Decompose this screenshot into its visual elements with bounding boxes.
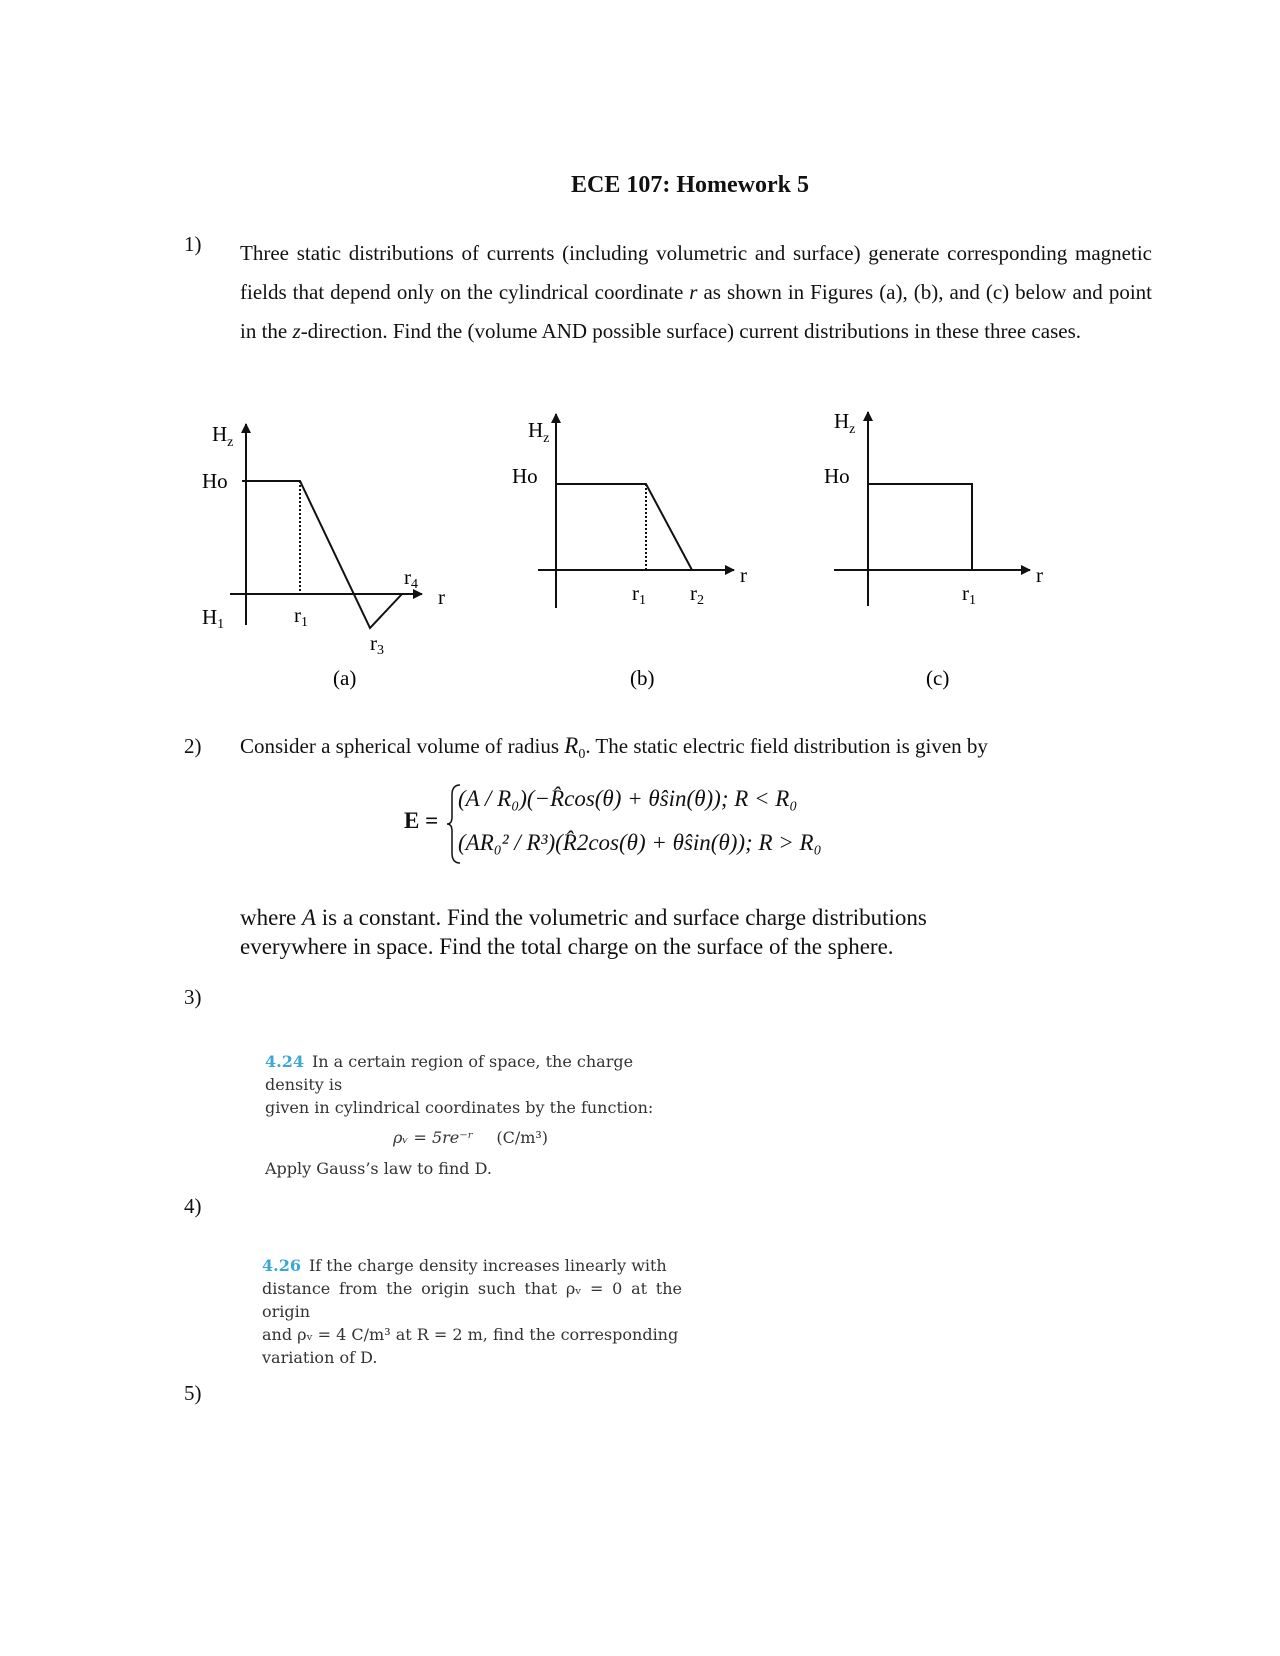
figure-a-h1-label: H1	[202, 605, 225, 632]
var-z: z	[292, 319, 301, 343]
problem-3-line-3: Apply Gauss’s law to find D.	[265, 1159, 492, 1178]
figure-a-h0-label: Ho	[202, 469, 228, 493]
problem-2-followup-line-2: everywhere in space. Find the total charge on the surface of the sphere.	[240, 934, 894, 959]
problem-2-lead-a: Consider a spherical volume of radius	[240, 734, 565, 758]
figure-b-caption: (b)	[630, 666, 655, 690]
equation-lhs: E =	[404, 808, 439, 833]
problem-4-line-2: distance from the origin such that ρᵥ = 0 at the origin	[262, 1279, 682, 1321]
figure-a-r1-label: r1	[294, 603, 308, 630]
problem-3-units: (C/m³)	[496, 1128, 549, 1147]
figure-b-r2-label: r2	[690, 581, 704, 608]
figure-b	[538, 414, 734, 608]
problem-3-line-1: 4.24 In a certain region of space, the charge density is	[265, 1052, 634, 1094]
problem-1-text	[240, 234, 1152, 351]
figure-a	[230, 424, 422, 628]
problem-4-line-3: and ρᵥ = 4 C/m³ at R = 2 m, find the corresponding	[262, 1325, 679, 1344]
problem-1-text-c: -direction. Find the (volume AND possible surface) current distributions in these three cases.	[300, 319, 1081, 343]
figure-b-h0-label: Ho	[512, 464, 538, 488]
var-r: r	[689, 280, 698, 304]
problem-4-textbook-excerpt	[262, 1254, 682, 1369]
problem-5-number: 5)	[184, 1381, 202, 1405]
equation-line-2: (AR₀² / R³)(R̂2cos(θ) + θ̂sin(θ)); R > R₀	[458, 830, 822, 855]
problem-2-lead-b: . The static electric field distribution is given by	[585, 734, 988, 758]
problem-2-followup-line-1: where A is a constant. Find the volumetric and surface charge distributions	[240, 905, 927, 930]
figure-b-curve	[556, 484, 692, 570]
figure-a-xaxis-label: r	[438, 585, 445, 609]
figure-c-yaxis-label: $H_z$	[834, 409, 856, 437]
figure-a-r3-label: r3	[370, 631, 384, 658]
figure-b-xaxis-label: r	[740, 563, 747, 587]
figure-c	[834, 412, 1030, 606]
field-figures	[0, 390, 1280, 700]
problem-4-line-4: variation of D.	[262, 1348, 378, 1367]
problem-2-followup	[240, 903, 1200, 961]
figure-c-caption: (c)	[926, 666, 950, 690]
problem-3-book-number: 4.24	[265, 1052, 304, 1071]
problem-1-number: 1)	[184, 232, 202, 256]
problem-1-text-b: as shown in Figures (a), (b), and (c) below and point in the	[240, 280, 1152, 343]
var-R0: R	[564, 733, 579, 758]
problem-2-lead	[240, 733, 1152, 768]
figure-a-yaxis-label: $H_z$	[212, 422, 234, 450]
problem-3-formula-line	[265, 1126, 685, 1149]
figure-c-xaxis-label: r	[1036, 563, 1043, 587]
figure-b-yaxis-label: $H_z$	[528, 418, 550, 446]
var-A: A	[301, 905, 316, 930]
problem-2-number: 2)	[184, 734, 202, 758]
page-title: ECE 107: Homework 5	[571, 172, 809, 198]
problem-3-number: 3)	[184, 985, 202, 1009]
problem-4-line-1: 4.26 If the charge density increases linearly with	[262, 1256, 667, 1275]
figure-a-curve	[242, 481, 402, 628]
figure-c-h0-label: Ho	[824, 464, 850, 488]
equation-line-1: (A / R₀)(−R̂cos(θ) + θ̂sin(θ)); R < R₀	[458, 786, 798, 811]
figure-c-curve	[868, 484, 972, 570]
problem-3-formula: ρᵥ = 5re⁻ʳ	[393, 1128, 474, 1147]
problem-3-line-2: given in cylindrical coordinates by the function:	[265, 1098, 654, 1117]
figure-a-caption: (a)	[333, 666, 357, 690]
problem-1-text-a: Three static distributions of currents (including volumetric and surface) generate corresponding magnetic fields that depend only on the cylindrical coordinate	[240, 241, 1152, 304]
problem-4-book-number: 4.26	[262, 1256, 301, 1275]
figure-c-r1-label: r1	[962, 581, 976, 608]
problem-3-textbook-excerpt	[265, 1050, 685, 1180]
problem-4-number: 4)	[184, 1194, 202, 1218]
figure-b-r1-label: r1	[632, 581, 646, 608]
figure-a-r4-label: r4	[404, 565, 418, 592]
var-R0-sub: 0	[578, 747, 586, 763]
